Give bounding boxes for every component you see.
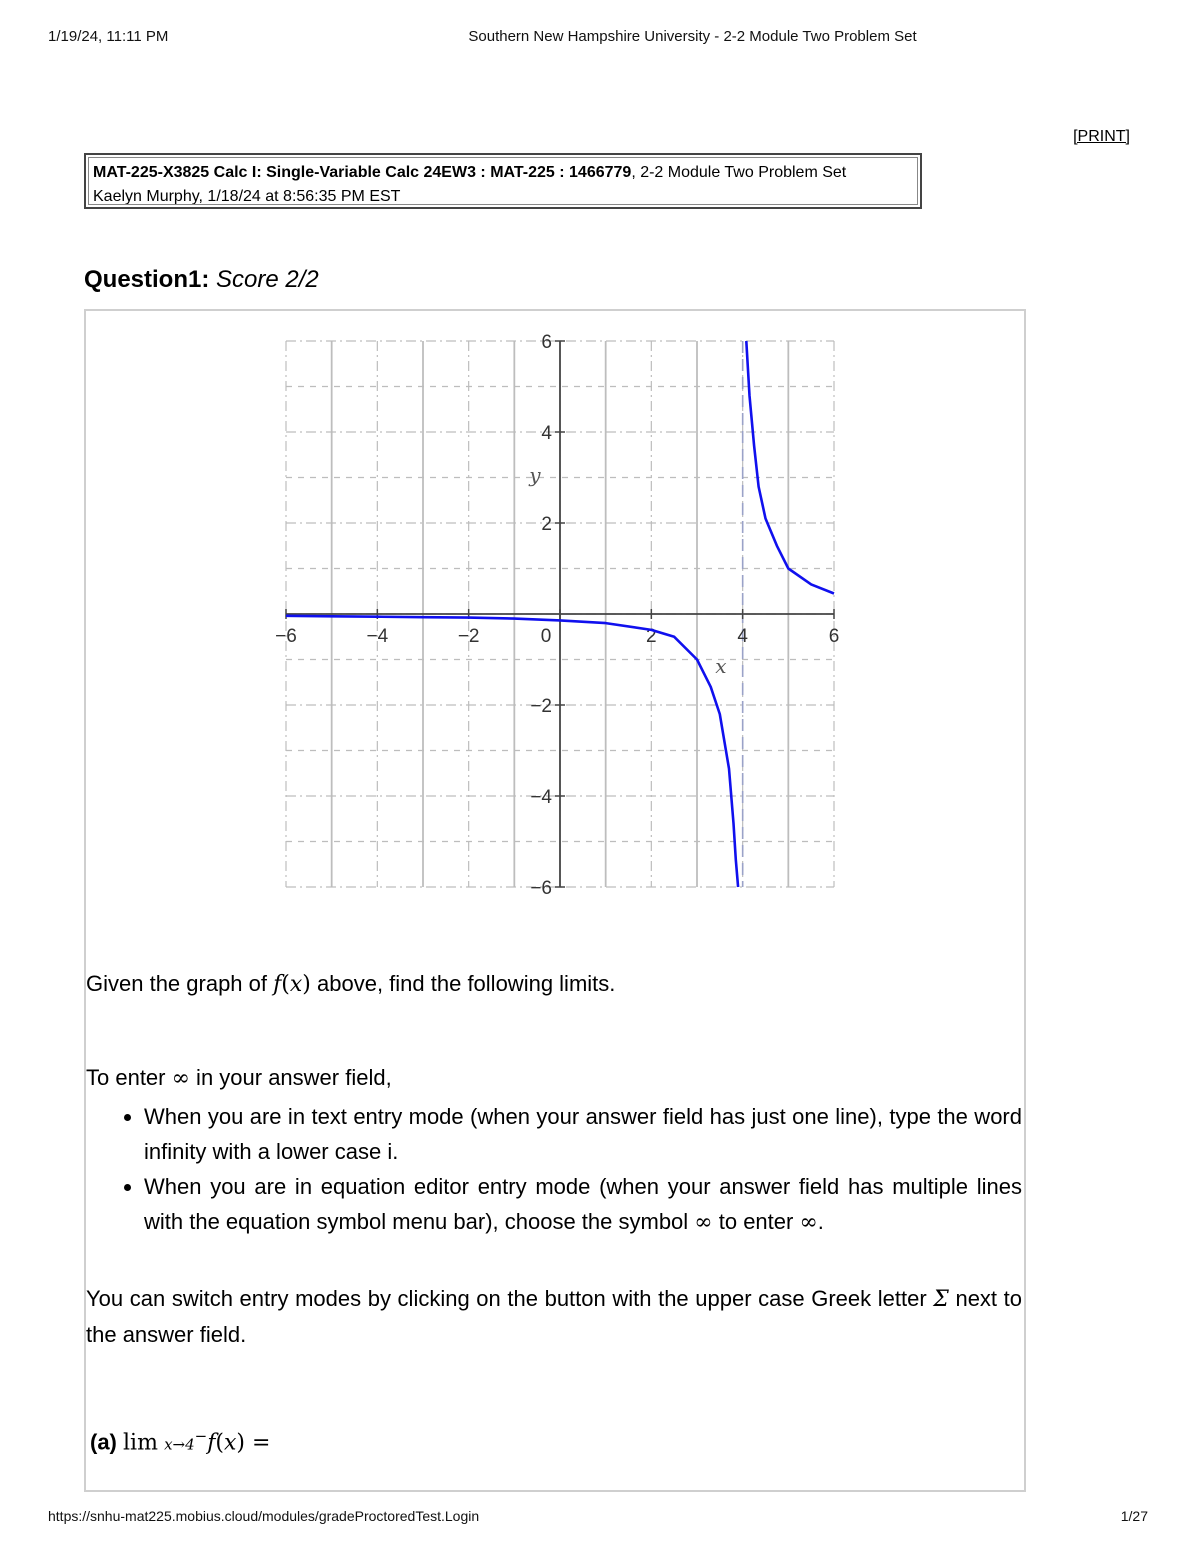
enter-text-end: in your answer field, bbox=[189, 1065, 392, 1090]
x-axis-label: x bbox=[715, 654, 727, 679]
switch-mode-text bbox=[86, 1281, 1022, 1352]
math-paren-close: ) bbox=[302, 972, 311, 997]
print-page-title: Southern New Hampshire University - 2-2 Module Two Problem Set bbox=[468, 28, 917, 45]
function-graph bbox=[266, 321, 846, 911]
question-panel bbox=[84, 309, 1026, 1492]
math-f: f bbox=[207, 1430, 216, 1456]
math-equals: = bbox=[245, 1430, 271, 1456]
infinity-symbol: ∞ bbox=[171, 1066, 190, 1091]
assignment-info-box bbox=[84, 153, 922, 209]
math-x: x bbox=[289, 972, 303, 997]
y-tick-label: −2 bbox=[530, 696, 552, 717]
math-lim: lim bbox=[123, 1430, 158, 1456]
curve-left-branch bbox=[286, 616, 738, 887]
y-tick-label: 4 bbox=[541, 423, 552, 444]
course-name: MAT-225-X3825 Calc I: Single-Variable Calc 24EW3 : MAT-225 : 1466779 bbox=[93, 164, 632, 181]
x-tick-label: −4 bbox=[366, 626, 389, 647]
question-score: Score 2/2 bbox=[216, 266, 319, 293]
x-tick-label: −6 bbox=[275, 626, 297, 647]
list-item: • When you are in text entry mode (when your answer field has just one line), type the word infinity with a lower case i. bbox=[144, 1099, 1022, 1169]
print-url: https://snhu-mat225.mobius.cloud/modules/gradeProctoredTest.Login bbox=[48, 1508, 480, 1524]
list-item bbox=[144, 1169, 1022, 1240]
given-text: Given the graph of bbox=[86, 971, 274, 996]
assignment-name: , 2-2 Module Two Problem Set bbox=[631, 164, 847, 181]
y-tick-label: −4 bbox=[530, 787, 552, 808]
bullet-text: . bbox=[817, 1209, 824, 1234]
given-text-end: above, find the following limits. bbox=[310, 971, 616, 996]
y-tick-label: 6 bbox=[541, 332, 552, 353]
infinity-instructions bbox=[86, 1060, 392, 1096]
question-label: Question1: bbox=[84, 266, 210, 293]
print-link[interactable]: [PRINT] bbox=[1073, 128, 1130, 145]
switch-text-end: next to the answer field. bbox=[86, 1286, 1022, 1347]
given-sentence bbox=[86, 966, 615, 1002]
part-a-prompt bbox=[90, 1419, 270, 1462]
y-axis-label: y bbox=[529, 463, 541, 488]
enter-text: To enter bbox=[86, 1065, 172, 1090]
math-paren-open: ( bbox=[281, 972, 290, 997]
part-a-label: (a) bbox=[90, 1429, 117, 1455]
infinity-symbol: ∞ bbox=[694, 1210, 713, 1235]
math-lim-superscript: − bbox=[194, 1427, 208, 1445]
math-paren-close: ) bbox=[236, 1430, 245, 1456]
y-tick-label: −6 bbox=[530, 878, 552, 899]
infinity-symbol: ∞ bbox=[799, 1210, 818, 1235]
x-tick-label: −2 bbox=[457, 626, 480, 647]
assignment-info-inner bbox=[88, 157, 918, 205]
y-tick-label: 2 bbox=[541, 514, 552, 535]
math-f: f bbox=[273, 972, 282, 997]
x-tick-label: 2 bbox=[646, 626, 657, 647]
print-page-number: 1/27 bbox=[1120, 1508, 1148, 1524]
course-line bbox=[93, 161, 913, 185]
bullet-text: When you are in equation editor entry mode (when your answer field has multiple lines with the equation symbol menu bar), choose the symbol bbox=[144, 1174, 1022, 1234]
student-line: Kaelyn Murphy, 1/18/24 at 8:56:35 PM EST bbox=[93, 188, 401, 205]
switch-text: You can switch entry modes by clicking on the button with the upper case Greek letter bbox=[86, 1286, 934, 1311]
math-lim-subscript: x→4 bbox=[164, 1435, 195, 1454]
entry-mode-list bbox=[86, 1099, 1022, 1240]
x-tick-label: 6 bbox=[828, 626, 840, 647]
x-tick-label: 4 bbox=[737, 626, 748, 647]
question-heading bbox=[84, 266, 319, 294]
math-x: x bbox=[223, 1430, 237, 1456]
print-datetime: 1/19/24, 11:11 PM bbox=[48, 28, 169, 45]
math-paren-open: ( bbox=[215, 1430, 224, 1456]
curve-right-branch bbox=[746, 341, 834, 594]
bullet-text: to enter bbox=[712, 1209, 800, 1234]
x-tick-label: 0 bbox=[540, 626, 552, 647]
sigma-symbol: Σ bbox=[933, 1287, 949, 1312]
